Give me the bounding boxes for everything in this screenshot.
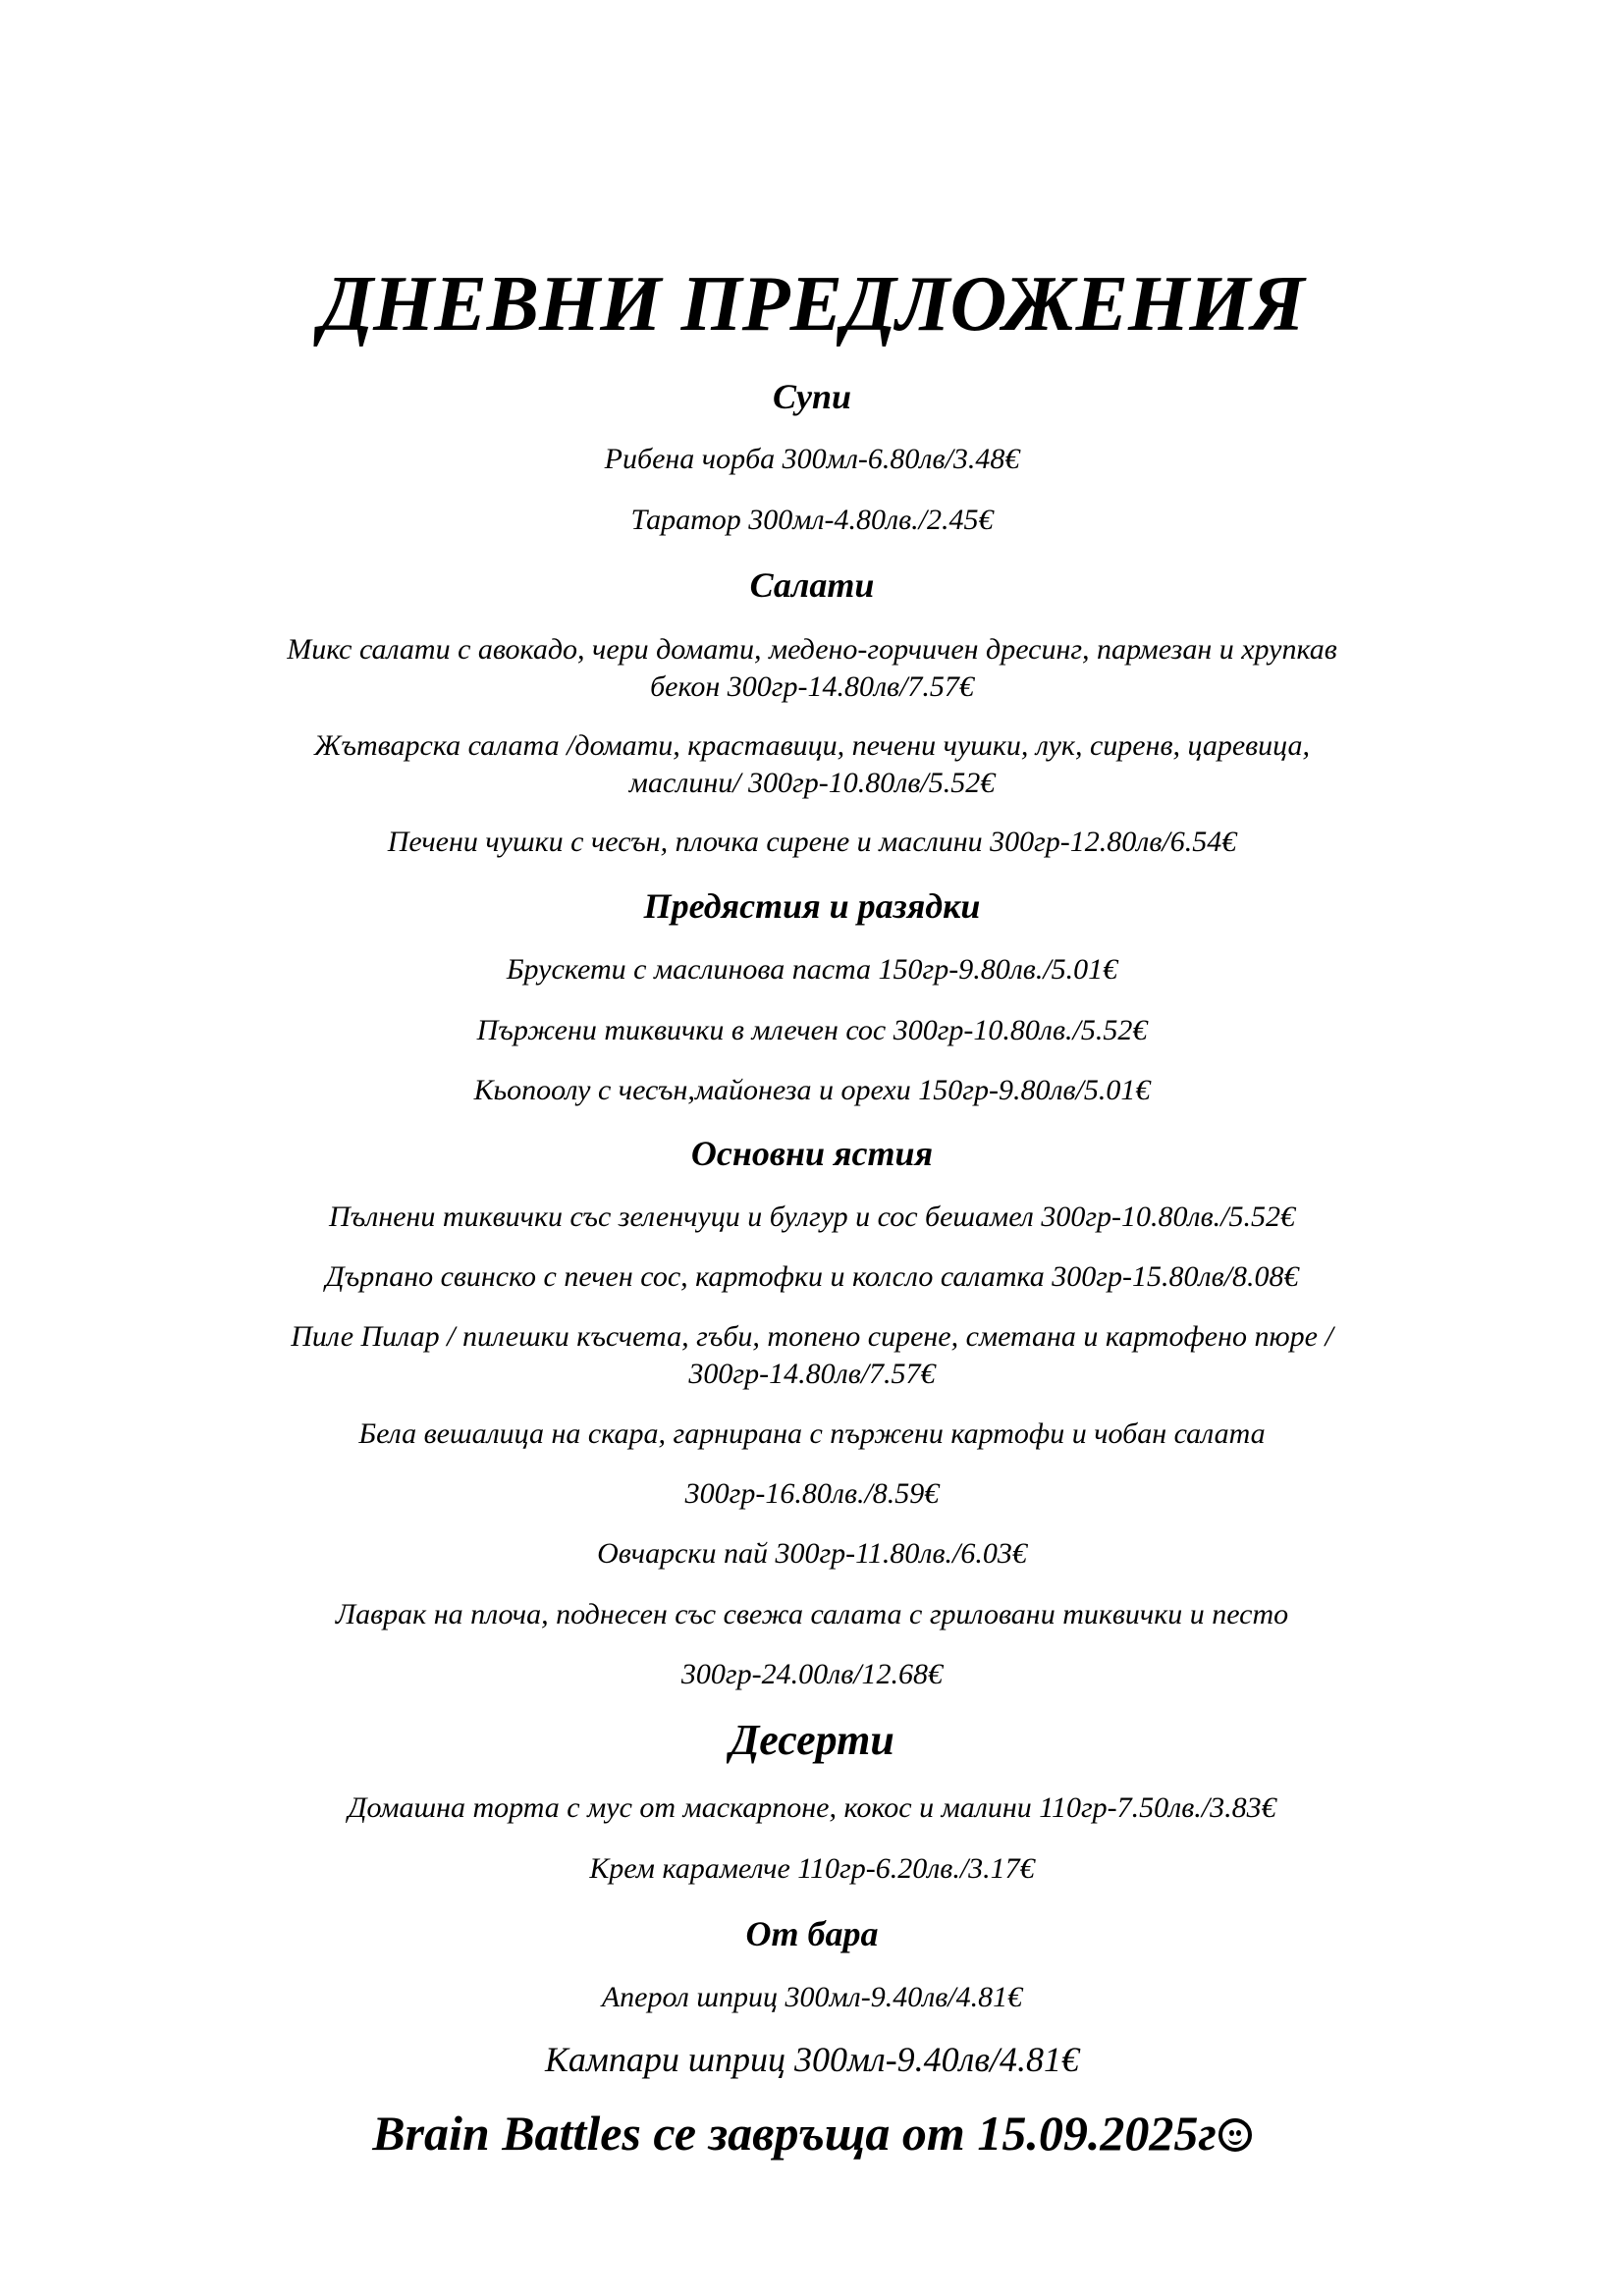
menu-item: Овчарски пай 300гр-11.80лв./6.03€ — [597, 1537, 1027, 1570]
menu-item: Лаврак на плоча, поднесен със свежа салата с гриловани тиквички и песто — [335, 1598, 1289, 1630]
menu-item-continuation: 300гр-14.80лв/7.57€ — [688, 1358, 936, 1390]
menu-item: Микс салати с авокадо, чери домати, медено-горчичен дресинг, пармезан и хрупкав — [287, 633, 1337, 666]
menu-item: Бела вешалица на скара, гарнирана с пържени картофи и чобан салата — [358, 1417, 1266, 1450]
section-heading-soups: Супи — [772, 377, 852, 416]
menu-item: Кампари шприц 300мл-9.40лв/4.81€ — [544, 2040, 1080, 2079]
menu-item: Пържени тиквички в млечен сос 300гр-10.80лв./5.52€ — [476, 1014, 1148, 1046]
menu-item: Дърпано свинско с печен сос, картофки и колсло салатка 300гр-15.80лв/8.08€ — [325, 1260, 1299, 1293]
menu-item: Пълнени тиквички със зеленчуци и булгур и сос бешамел 300гр-10.80лв./5.52€ — [329, 1201, 1295, 1233]
menu-item: Домашна торта с мус от маскарпоне, кокос и малини 110гр-7.50лв./3.83€ — [348, 1791, 1276, 1824]
menu-item: Аперол шприц 300мл-9.40лв/4.81€ — [601, 1981, 1023, 2013]
menu-item: Рибена чорба 300мл-6.80лв/3.48€ — [604, 443, 1020, 475]
menu-item: Кьопоолу с чесън,майонеза и орехи 150гр-9.80лв/5.01€ — [473, 1074, 1151, 1106]
menu-item: Крем карамелче 110гр-6.20лв./3.17€ — [589, 1852, 1035, 1885]
menu-item: Брускети с маслинова паста 150гр-9.80лв./5.01€ — [506, 953, 1118, 986]
section-heading-salads: Салати — [749, 565, 875, 605]
menu-item-continuation: 300гр-16.80лв./8.59€ — [684, 1477, 940, 1510]
footer-announcement — [196, 2104, 1428, 2163]
menu-item-continuation: маслини/ 300гр-10.80лв/5.52€ — [628, 767, 996, 799]
menu-item-continuation: 300гр-24.00лв/12.68€ — [680, 1658, 944, 1690]
menu-item: Таратор 300мл-4.80лв./2.45€ — [630, 504, 994, 536]
menu-item-continuation: бекон 300гр-14.80лв/7.57€ — [650, 670, 974, 703]
section-heading-bar: От бара — [745, 1914, 879, 1953]
section-heading-starters: Предястия и разядки — [643, 886, 981, 926]
smiley-icon — [1218, 2118, 1252, 2152]
footer-text: Brain Battles се завръща от 15.09.2025г — [372, 2106, 1217, 2161]
menu-item: Пиле Пилар / пилешки късчета, гъби, топено сирене, сметана и картофено пюре / — [291, 1320, 1333, 1353]
page-title: ДНЕВНИ ПРЕДЛОЖЕНИЯ — [319, 261, 1305, 347]
menu-item: Печени чушки с чесън, плочка сирене и маслини 300гр-12.80лв/6.54€ — [387, 826, 1237, 858]
section-heading-desserts: Десерти — [730, 1716, 894, 1764]
section-heading-mains: Основни ястия — [690, 1134, 934, 1173]
menu-item: Жътварска салата /домати, краставици, печени чушки, лук, сиренв, царевица, — [313, 729, 1311, 762]
